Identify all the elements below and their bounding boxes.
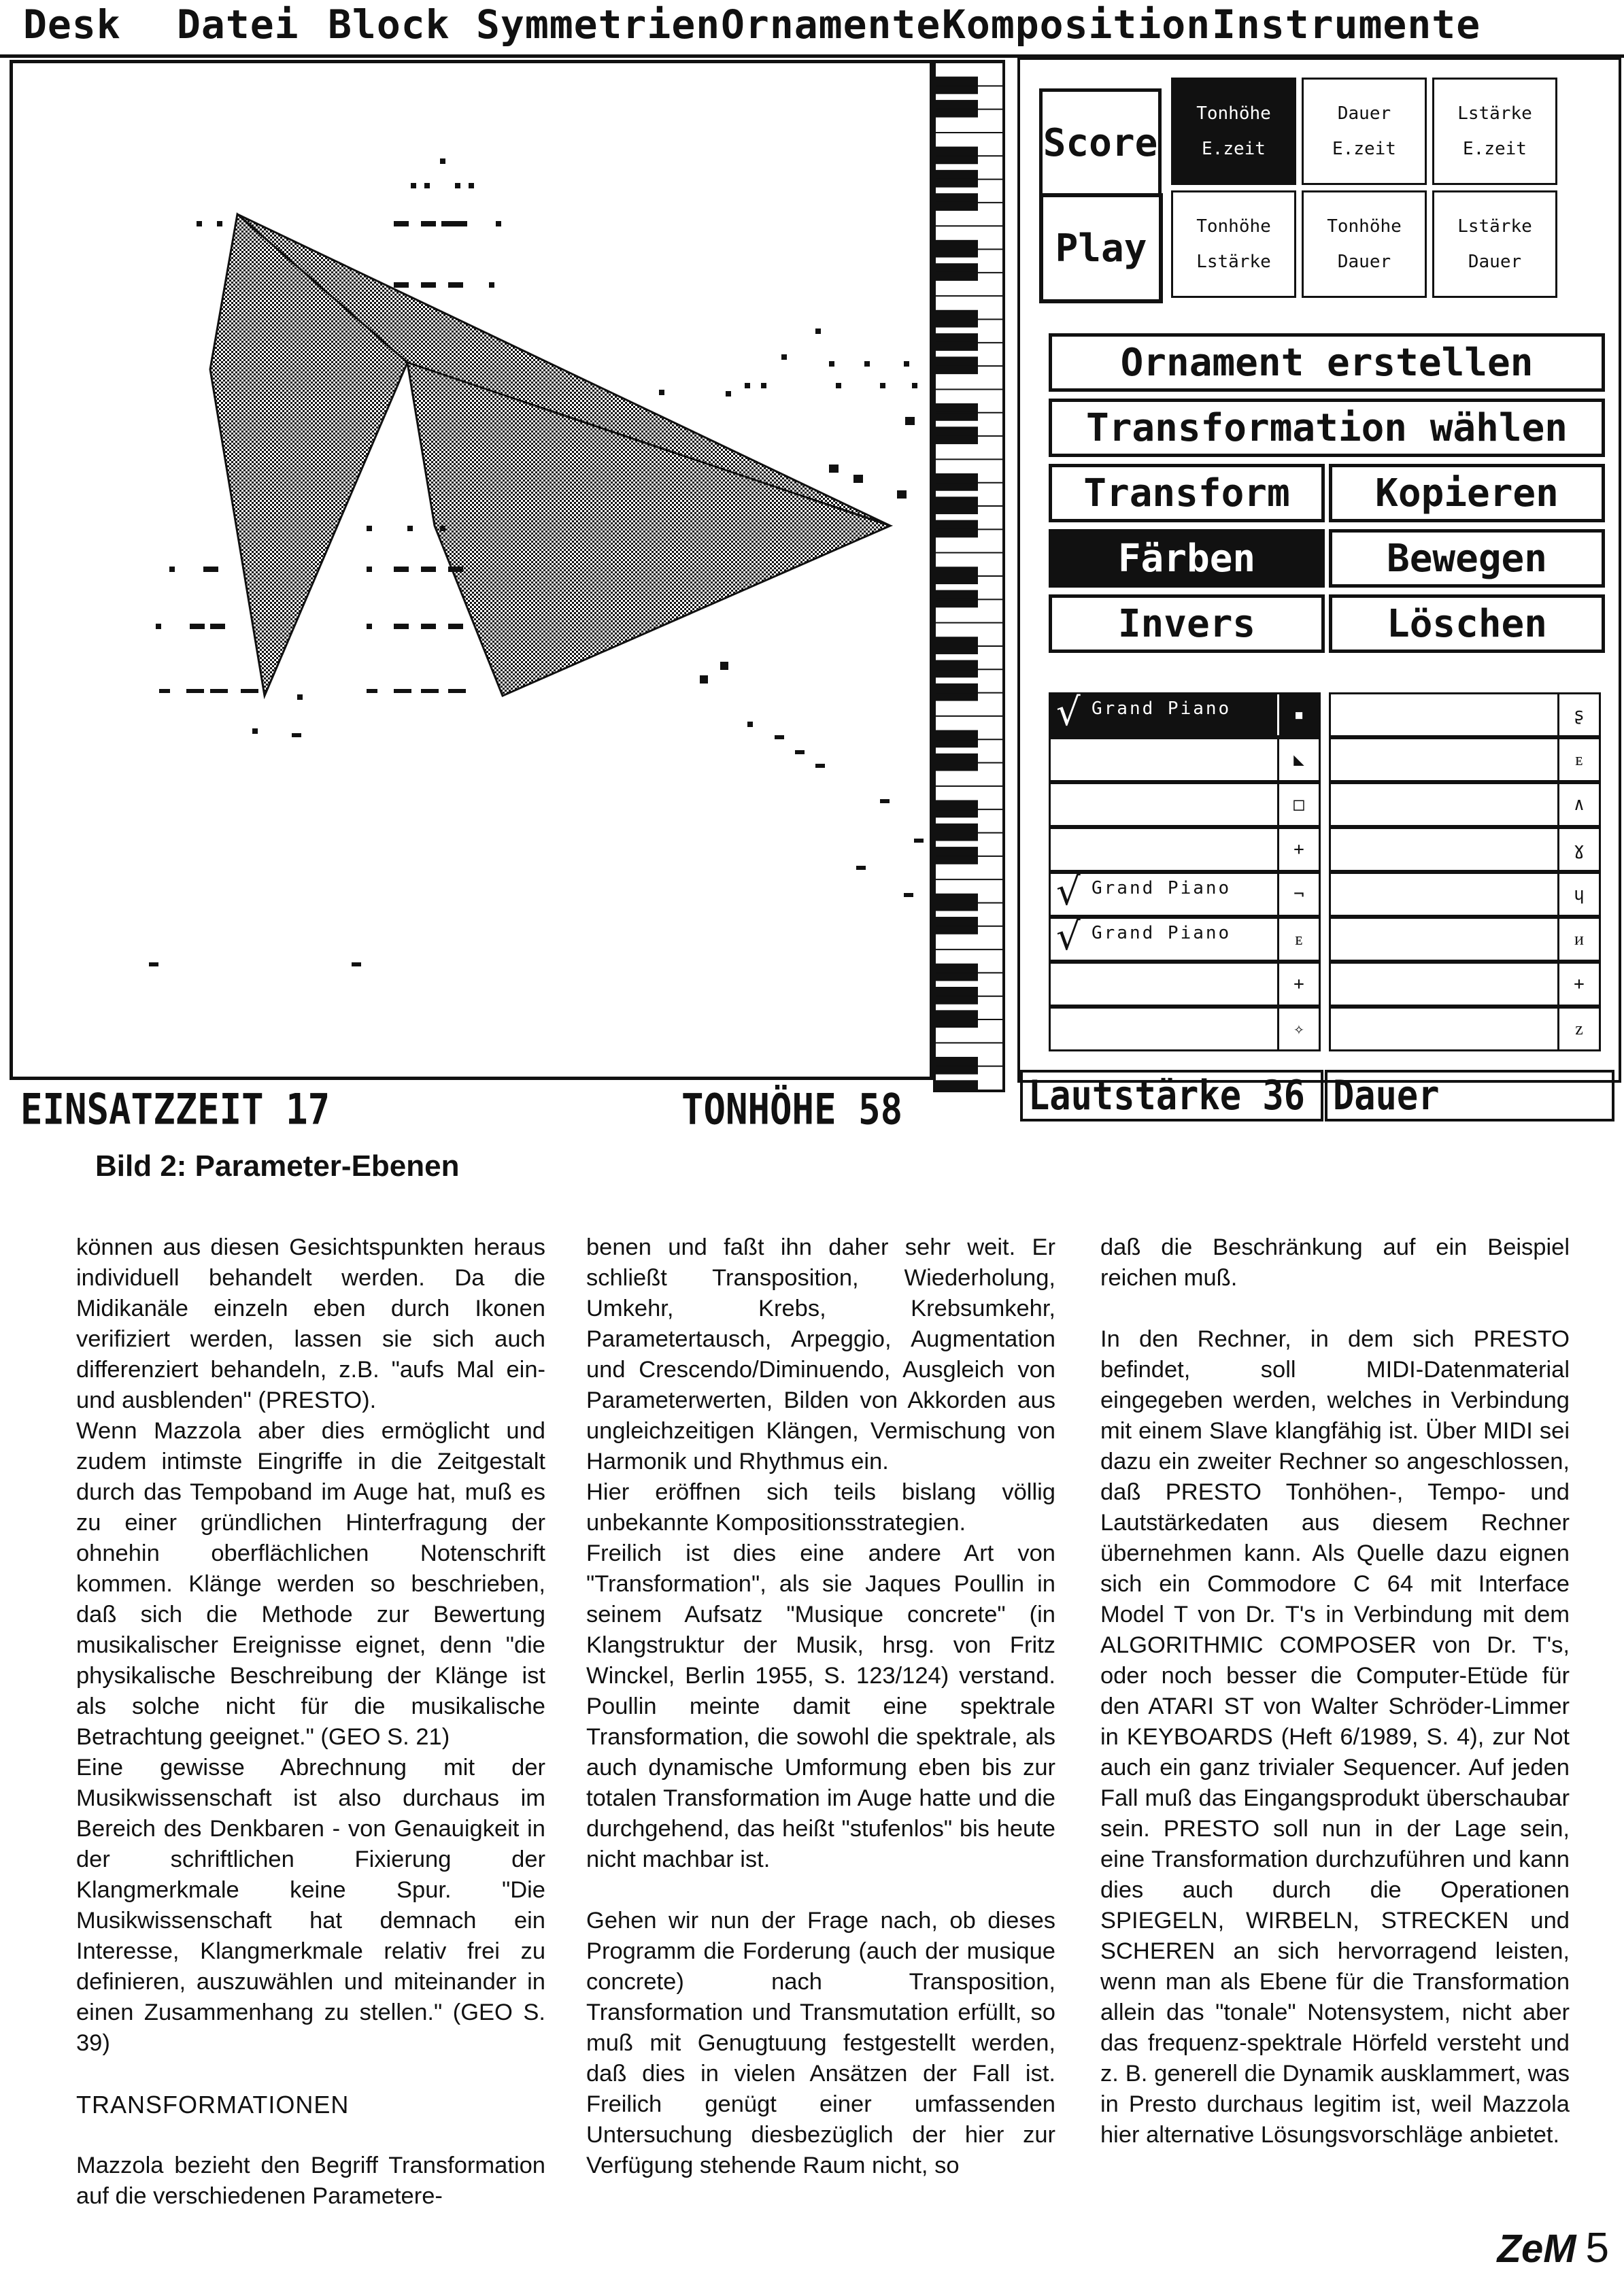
track-row[interactable] [1049, 827, 1321, 872]
track-row-right[interactable] [1329, 962, 1601, 1007]
track-check-icon: √ [1056, 915, 1081, 959]
track-row-right[interactable] [1329, 827, 1601, 872]
paragraph: Gehen wir nun der Frage nach, ob dieses Programm die Forderung (auch der musique concrete) nach Transposition, Transformation und Transmutation erfüllt, so muß mit Genugtuung festgestellt werden, daß dies in vielen Ansätzen der Fall ist. Freilich genügt einer umfassenden Untersuchung diesbezüglich der hier zur Verfügung stehende Raum nicht, so [586, 1908, 1055, 2178]
article-column-1 [76, 1232, 545, 2212]
mode-tonhoehe-einsatzzeit[interactable] [1171, 78, 1296, 185]
track-instrument-name: Grand Piano [1092, 923, 1232, 943]
track-symbol-icon[interactable]: ʂ [1557, 694, 1599, 735]
track-symbol-icon[interactable]: ✧ [1277, 1009, 1319, 1049]
ornament-erstellen-button[interactable]: Ornament erstellen [1049, 333, 1605, 392]
track-row[interactable] [1049, 692, 1321, 737]
paragraph: Mazzola bezieht den Begriff Transformation auf die verschiedenen Parametere- [76, 2153, 545, 2209]
track-row-right[interactable] [1329, 692, 1601, 737]
paragraph: daß die Beschränkung auf ein Beispiel reichen muß. [1100, 1234, 1570, 1291]
track-row-right[interactable] [1329, 917, 1601, 962]
tonhoehe-readout: TONHÖHE 58 [681, 1085, 903, 1134]
play-button[interactable]: Play [1039, 193, 1163, 303]
menu-block[interactable]: Block [328, 1, 450, 48]
loeschen-button[interactable]: Löschen [1329, 594, 1605, 653]
track-symbol-icon[interactable]: ɣ [1557, 829, 1599, 870]
track-symbol-icon[interactable]: ¬ [1277, 874, 1319, 915]
track-row[interactable] [1049, 962, 1321, 1007]
mode-tonhoehe-dauer[interactable] [1302, 190, 1427, 298]
track-row-right[interactable] [1329, 872, 1601, 917]
track-instrument-name: Grand Piano [1092, 698, 1232, 719]
mode-label-top: Lstärke [1457, 103, 1532, 124]
track-row[interactable] [1049, 872, 1321, 917]
track-symbol-icon[interactable]: + [1557, 964, 1599, 1005]
track-symbol-icon[interactable]: ∧ [1557, 784, 1599, 825]
mode-label-bottom: E.zeit [1332, 139, 1396, 159]
control-panel [1017, 57, 1621, 1083]
piano-keys [936, 63, 1002, 1090]
track-symbol-icon[interactable]: + [1277, 964, 1319, 1005]
mode-label-top: Tonhöhe [1196, 216, 1271, 237]
paragraph: Wenn Mazzola aber dies ermöglicht und zudem intimste Eingriffe in die Zeitgestalt durch das Tempoband im Auge hat, muß es zu einer gründlichen Hinterfragung der ohnehin oberflächlichen Notenschrift kommen. Klänge werden so beschrieben, daß sich die Methode zur Bewertung musikalischer Ereignisse eignet, denn "die physikalische Beschreibung der Klänge ist als solche nicht für die musikalische Betrachtung geeignet." (GEO S. 21) [76, 1418, 545, 1750]
score-canvas[interactable] [10, 60, 933, 1080]
invers-button[interactable]: Invers [1049, 594, 1325, 653]
mode-label-bottom: Lstärke [1196, 252, 1271, 272]
kopieren-button[interactable]: Kopieren [1329, 464, 1605, 522]
mode-label-top: Tonhöhe [1327, 216, 1402, 237]
track-symbol-icon[interactable]: ◣ [1277, 739, 1319, 780]
transform-button[interactable]: Transform [1049, 464, 1325, 522]
mode-tonhoehe-lautstaerke[interactable] [1171, 190, 1296, 298]
menu-komposition[interactable]: Komposition [942, 1, 1211, 48]
menu-desk[interactable]: Desk [23, 1, 121, 48]
dauer-field[interactable] [1325, 1070, 1614, 1121]
track-symbol-icon[interactable]: ᴢ [1557, 1009, 1599, 1049]
dauer-label: Dauer [1333, 1073, 1440, 1119]
mode-label-top: Tonhöhe [1196, 103, 1271, 124]
track-row[interactable] [1049, 782, 1321, 827]
lautstaerke-label: Lautstärke 36 [1028, 1073, 1305, 1119]
track-check-icon: √ [1056, 870, 1081, 914]
article-column-3 [1100, 1232, 1570, 2150]
faerben-button[interactable]: Färben [1049, 529, 1325, 588]
section-heading: TRANSFORMATIONEN [76, 2091, 350, 2119]
track-row[interactable] [1049, 1007, 1321, 1051]
page-number: 5 [1585, 2225, 1609, 2272]
menu-ornamente[interactable]: Ornamente [721, 1, 941, 48]
track-symbol-icon[interactable]: + [1277, 829, 1319, 870]
bewegen-button[interactable]: Bewegen [1329, 529, 1605, 588]
mode-label-top: Dauer [1337, 103, 1391, 124]
mode-label-bottom: E.zeit [1463, 139, 1527, 159]
mode-label-bottom: E.zeit [1202, 139, 1266, 159]
paragraph: In den Rechner, in dem sich PRESTO befindet, soll MIDI-Datenmaterial eingegeben werden, welches in Verbindung mit einem Slave klangfähig ist. Über MIDI sei dazu ein zweiter Rechner so angeschlossen, daß PRESTO Tonhöhen-, Tempo- und Lautstärkedaten aus diesem Rechner übernehmen kann. Als Quelle dazu eignen sich ein Commodore C 64 mit Interface Model T von Dr. T's in Verbindung mit dem ALGORITHMIC COMPOSER von Dr. T's, oder noch besser die Computer-Etüde für den ATARI ST von Walter Schröder-Limmer in KEYBOARDS (Heft 6/1989, S. 4), zur Not auch ein ganz trivialer Sequencer. Auf jeden Fall muß das Eingangsprodukt überschaubar sein. PRESTO soll nun in der Lage sein, eine Transformation durchzuführen und kann dies auch durch die Operationen SPIEGELN, WIRBELN, STRECKEN und SCHEREN an sich hervorragend leisten, wenn man als Ebene für die Transformation allein das "tonale" Notensystem, nicht aber das frequenz-spektrale Hörfeld versteht und z. B. generell die Dynamik ausklammert, was in Presto durchaus legitim ist, weil Mazzola hier alternative Lösungsvorschläge anbietet. [1100, 1326, 1570, 2148]
article-column-2 [586, 1232, 1055, 2181]
magazine-logo: ZeM [1497, 2227, 1576, 2271]
menu-datei[interactable]: Datei [177, 1, 299, 48]
track-row[interactable] [1049, 737, 1321, 782]
paragraph: Hier eröffnen sich teils bislang völlig unbekannte Kompositionsstrategien. [586, 1479, 1055, 1536]
paragraph: können aus diesen Gesichtspunkten heraus individuell behandelt werden. Da die Midikanäle einzeln eben durch Ikonen verifiziert werden, lassen sie sich auch differenziert behandeln, z.B. "aufs Mal ein- und ausblenden" (PRESTO). [76, 1234, 545, 1413]
score-button[interactable]: Score [1039, 88, 1162, 197]
black-key [936, 1080, 978, 1090]
menu-instrumente[interactable]: Instrumente [1212, 1, 1481, 48]
track-row-right[interactable] [1329, 737, 1601, 782]
ornament-graphic [13, 63, 930, 1077]
track-symbol-icon[interactable]: ᴇ [1557, 739, 1599, 780]
track-symbol-icon[interactable]: ɥ [1557, 874, 1599, 915]
mode-lautstaerke-einsatzzeit[interactable] [1432, 78, 1557, 185]
menu-bar [0, 0, 1624, 58]
paragraph: benen und faßt ihn daher sehr weit. Er schließt Transposition, Wiederholung, Umkehr, Krebs, Krebsumkehr, Parametertausch, Arpeggio, Augmentation und Crescendo/Diminuendo, Ausgleich von Parameterwerten, Bilden von Akkorden aus ungleichzeitigen Klängen, Vermischung von Harmonik und Rhythmus ein. [586, 1234, 1055, 1474]
mode-label-bottom: Dauer [1337, 252, 1391, 272]
mode-label-top: Lstärke [1457, 216, 1532, 237]
menu-symmetrien[interactable]: Symmetrien [476, 1, 721, 48]
track-row-right[interactable] [1329, 1007, 1601, 1051]
track-instrument-name: Grand Piano [1092, 878, 1232, 898]
transformation-waehlen-button[interactable]: Transformation wählen [1049, 399, 1605, 457]
mode-lautstaerke-dauer[interactable] [1432, 190, 1557, 298]
track-symbol-icon[interactable]: □ [1277, 784, 1319, 825]
page-footer [1498, 2224, 1609, 2272]
mode-label-bottom: Dauer [1468, 252, 1522, 272]
track-row[interactable] [1049, 917, 1321, 962]
figure-caption: Bild 2: Parameter-Ebenen [95, 1149, 460, 1183]
track-check-icon: √ [1056, 690, 1081, 735]
einsatzzeit-readout: EINSATZZEIT 17 [20, 1085, 331, 1134]
track-symbol-icon[interactable]: ᴎ [1557, 919, 1599, 960]
track-row-right[interactable] [1329, 782, 1601, 827]
track-symbol-icon[interactable]: ᴇ [1277, 919, 1319, 960]
paragraph: Eine gewisse Abrechnung mit der Musikwissenschaft ist also durchaus im Bereich des Denkbaren - von Genauigkeit in der schriftlichen Fixierung der Klangmerkmale keine Spur. "Die Musikwissenschaft hat demnach ein Interesse, Klangmerkmale relativ frei zu definieren, auszuwählen und miteinander in einen Zusammenhang zu stellen." (GEO S. 39) [76, 1755, 545, 2056]
lautstaerke-field[interactable] [1020, 1070, 1323, 1121]
paragraph: Freilich ist dies eine andere Art von "Transformation", als sie Jaques Poullin in seinem Aufsatz "Musique concrete" (in Klangstruktur der Musik, hrsg. von Fritz Winckel, Berlin 1955, S. 123/124) verstand. Poullin meinte damit eine spektrale Transformation, die sowohl die spektrale, als auch dynamische Umformung eben bis zur totalen Transformation im Auge hatte und die durchgehend, das heißt "stufenlos" bis heute nicht machbar ist. [586, 1540, 1055, 1872]
track-symbol-icon[interactable]: ▪ [1277, 694, 1319, 735]
piano-keyboard[interactable] [933, 60, 1005, 1092]
mode-dauer-einsatzzeit[interactable] [1302, 78, 1427, 185]
